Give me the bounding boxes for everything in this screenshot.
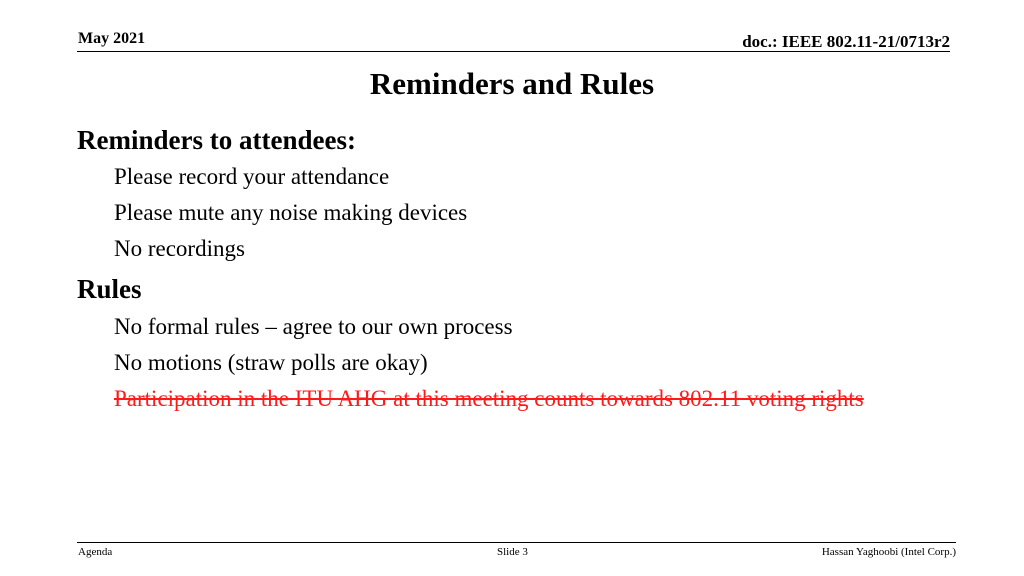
header-doc-id: doc.: IEEE 802.11-21/0713r2 [742,32,950,51]
list-item: Please record your attendance [114,164,390,189]
section-heading-reminders: Reminders to attendees: [77,125,356,155]
footer-divider [77,542,956,543]
list-item: No motions (straw polls are okay) [114,350,428,375]
list-item-struck: Participation in the ITU AHG at this meeting counts towards 802.11 voting rights [114,386,864,411]
footer-author: Hassan Yaghoobi (Intel Corp.) [821,546,956,558]
list-item: Please mute any noise making devices [114,200,468,225]
section-heading-rules: Rules [77,274,142,304]
list-item: No formal rules – agree to our own process [114,314,513,339]
slide-title: Reminders and Rules [369,66,655,101]
list-item: No recordings [114,236,245,261]
footer-left: Agenda [78,546,113,558]
header-date: May 2021 [78,30,146,47]
footer-slide-number: Slide 3 [497,546,528,558]
header-divider [77,51,950,52]
